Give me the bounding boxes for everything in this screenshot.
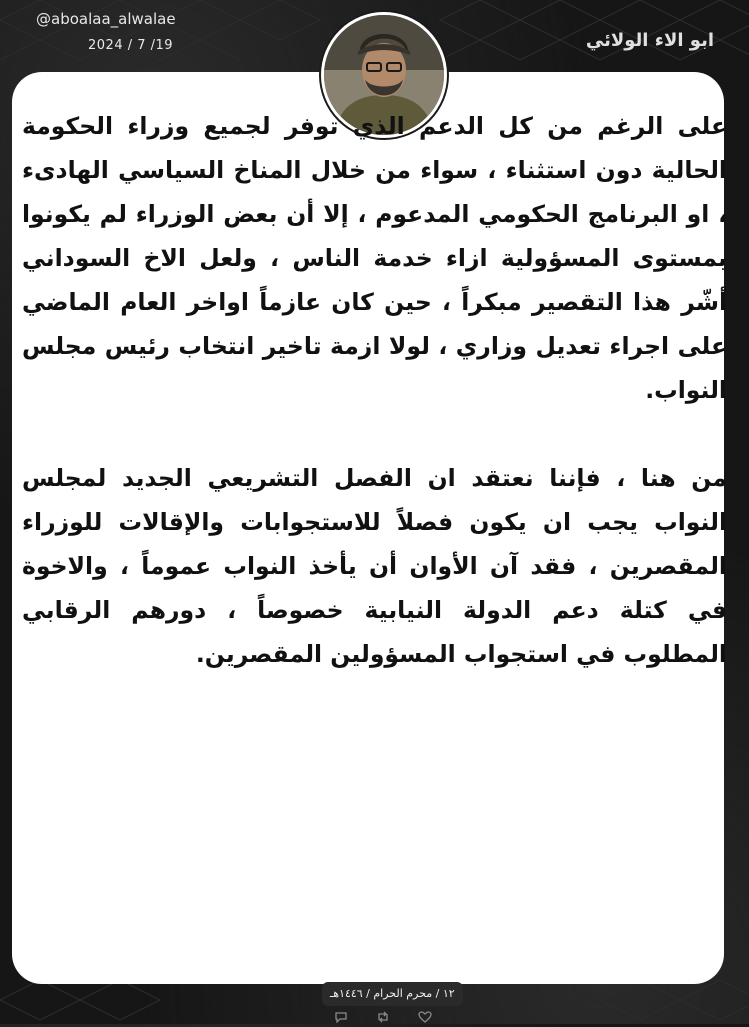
post-paragraph-1: على الرغم من كل الدعم الذي توفر لجميع وزراء الحكومة الحالية دون استثناء ، سواء من خلال المناخ السياسي الهادىء ، او البرنامج الحكومي المدعوم ، إلا أن بعض الوزراء لم يكونوا بمستوى المسؤولية ازاء خدمة الناس ، ولعل الاخ السوداني أشّر هذا التقصير مبكراً ، حين كان عازماً اواخر العام الماضي على اجراء تعديل وزاري ، لولا ازمة تاخير انتخاب رئيس مجلس النواب. [22, 112, 727, 404]
like-icon[interactable] [418, 1008, 432, 1020]
post-actions [334, 1008, 432, 1020]
hijri-date-badge: ١٢ / محرم الحرام / ١٤٤٦هـ [322, 982, 463, 1006]
post-paragraph-2: من هنا ، فإننا نعتقد ان الفصل التشريعي الجديد لمجلس النواب يجب ان يكون فصلاً للاستجوابات والإقالات للوزراء المقصرين ، فقد آن الأوان أن يأخذ النواب عموماً ، والاخوة في كتلة دعم الدولة النيابية خصوصاً ، دورهم الرقابي المطلوب في استجواب المسؤولين المقصرين. [22, 464, 727, 668]
post-date: 2024 / 7 /19 [88, 38, 174, 53]
reply-icon[interactable] [334, 1008, 348, 1020]
retweet-icon[interactable] [376, 1008, 390, 1020]
post-text [22, 104, 727, 676]
author-name[interactable]: ابو الاء الولائي [585, 30, 714, 51]
user-handle[interactable]: @aboalaa_alwalae [36, 10, 176, 28]
